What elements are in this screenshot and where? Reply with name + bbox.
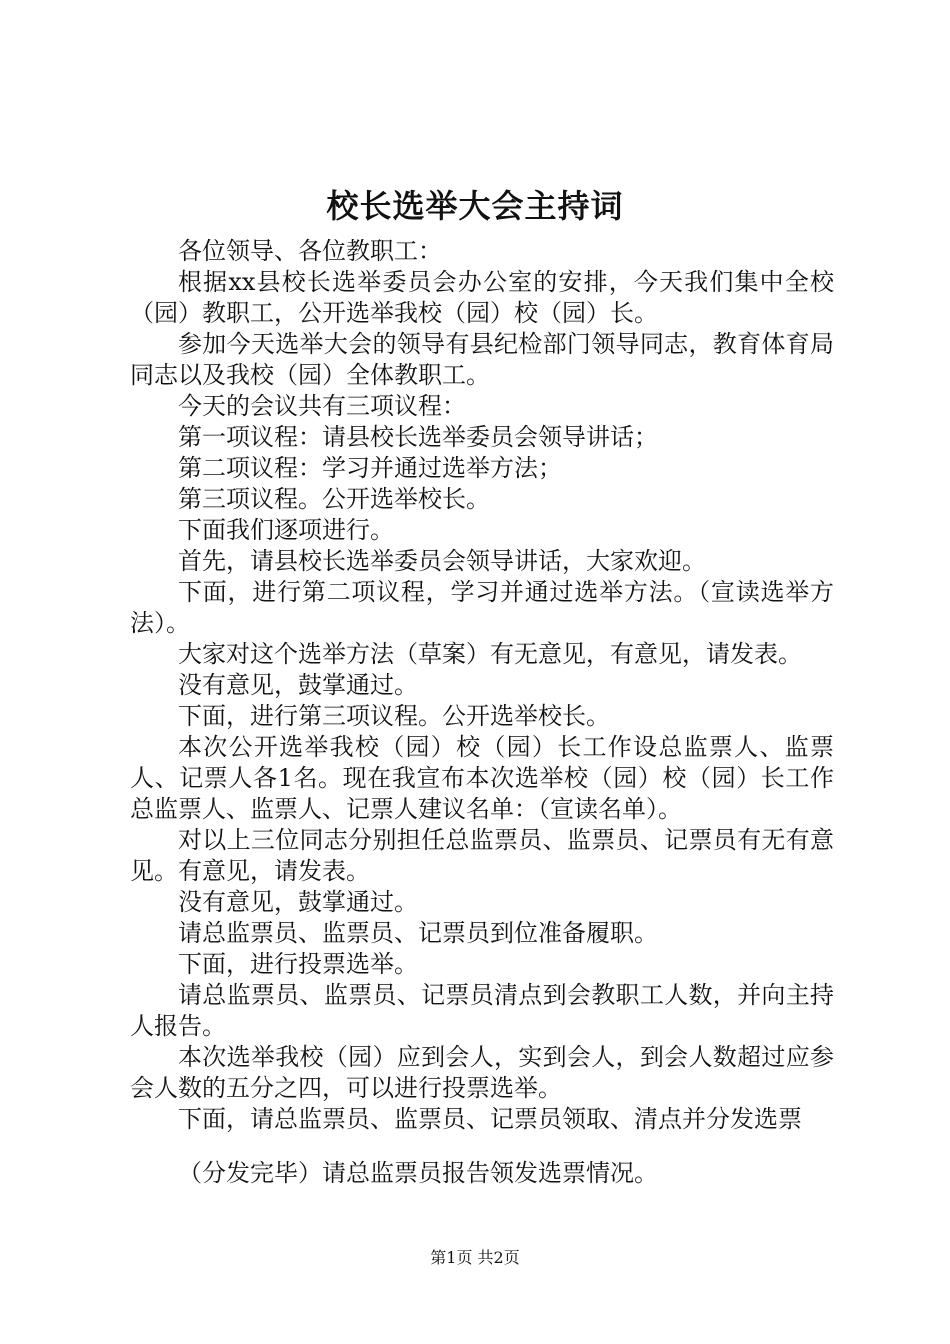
paragraph: 下面，进行第三项议程。公开选举校长。: [178, 702, 610, 730]
paragraph: 第一项议程：请县校长选举委员会领导讲话；: [178, 423, 658, 451]
paragraph: 对以上三位同志分别担任总监票员、监票员、记票员有无有意见。有意见，请发表。: [130, 826, 834, 885]
paragraph: 下面我们逐项进行。: [178, 516, 394, 544]
paragraph: （分发完毕）请总监票员报告领发选票情况。: [178, 1159, 658, 1187]
paragraph: 下面，进行投票选举。: [178, 950, 418, 978]
document-body: [130, 236, 834, 1189]
page-footer: 第1页 共2页: [430, 1248, 520, 1267]
paragraph: 请总监票员、监票员、记票员到位准备履职。: [178, 919, 658, 947]
document-title: 校长选举大会主持词: [326, 187, 624, 225]
paragraph: 没有意见，鼓掌通过。: [178, 888, 418, 916]
paragraph: 今天的会议共有三项议程：: [178, 392, 466, 420]
paragraph: 本次公开选举我校（园）校（园）长工作设总监票人、监票人、记票人各1名。现在我宣布本次选举校（园）校（园）长工作总监票人、监票人、记票人建议名单：（宣读名单）。: [130, 733, 834, 823]
paragraph: 下面，进行第二项议程，学习并通过选举方法。（宣读选举方法）。: [130, 578, 834, 637]
paragraph: 本次选举我校（园）应到会人，实到会人，到会人数超过应参会人数的五分之四，可以进行投票选举。: [130, 1043, 834, 1102]
paragraph: 请总监票员、监票员、记票员清点到会教职工人数，并向主持人报告。: [130, 981, 834, 1040]
paragraph: 没有意见，鼓掌通过。: [178, 671, 418, 699]
paragraph: 首先，请县校长选举委员会领导讲话，大家欢迎。: [178, 547, 706, 575]
paragraph: 第三项议程。公开选举校长。: [178, 485, 490, 513]
paragraph: 第二项议程：学习并通过选举方法；: [178, 454, 562, 482]
paragraph: 大家对这个选举方法（草案）有无意见，有意见，请发表。: [178, 640, 802, 668]
paragraph: 各位领导、各位教职工：: [178, 237, 442, 265]
paragraph: 下面，请总监票员、监票员、记票员领取、清点并分发选票: [178, 1105, 802, 1133]
paragraph: 根据xx县校长选举委员会办公室的安排，今天我们集中全校（园）教职工，公开选举我校（园）校（园）长。: [130, 268, 834, 327]
paragraph: 参加今天选举大会的领导有县纪检部门领导同志，教育体育局同志以及我校（园）全体教职工。: [130, 330, 834, 389]
